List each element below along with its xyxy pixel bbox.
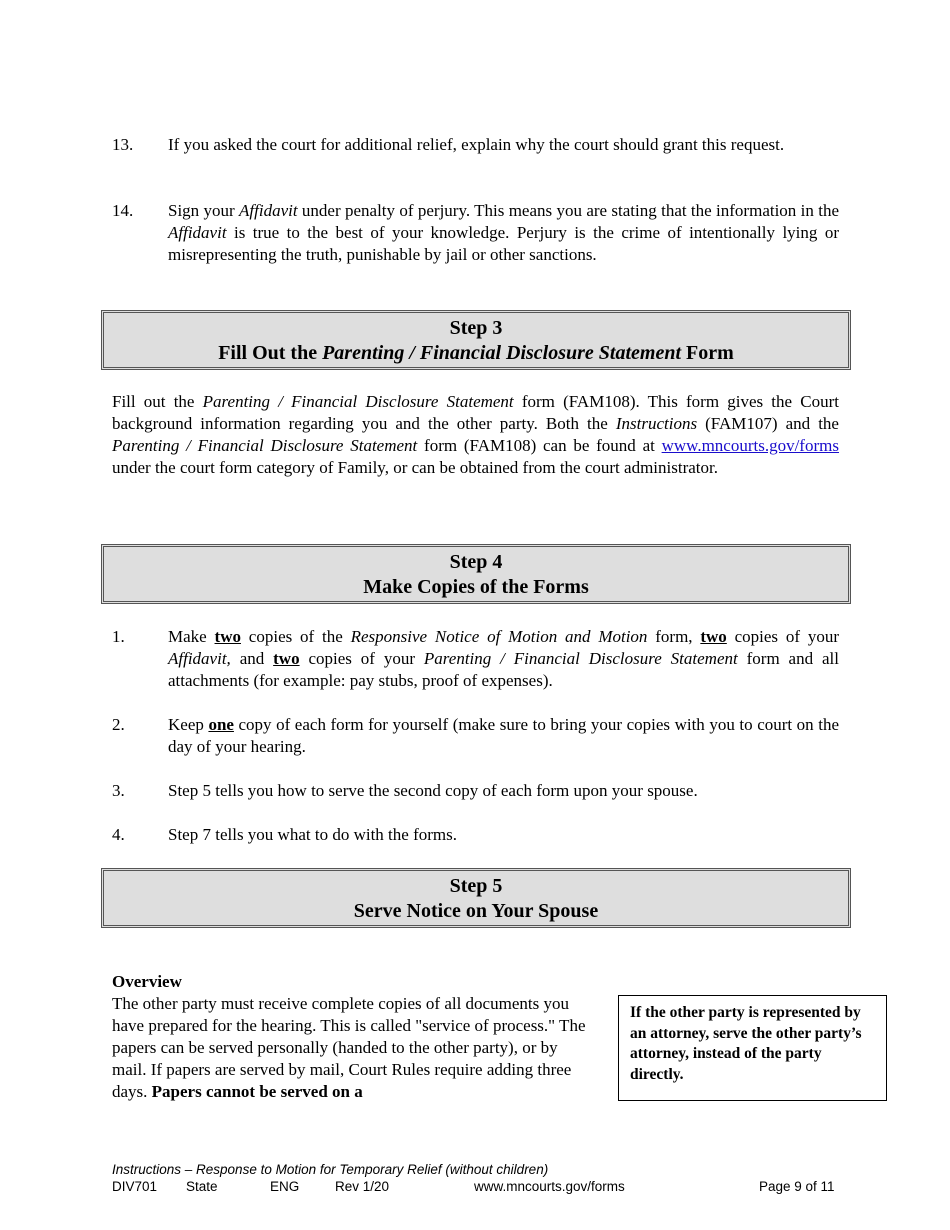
step-5-title: Serve Notice on Your Spouse (353, 900, 599, 922)
item-text: Make two copies of the Responsive Notice of Motion and Motion form, two copies of your Affidavit, and two copies of your Parenting / Financial Disclosure Statement form and all attachments (for example: pay stubs, proof of expenses). (168, 627, 839, 690)
forms-link[interactable]: www.mncourts.gov/forms (661, 436, 839, 455)
step-4-header (101, 544, 851, 604)
list-item-2 (112, 714, 839, 758)
item-text: Step 5 tells you how to serve the second copy of each form upon your spouse. (168, 781, 698, 800)
step-4-title: Make Copies of the Forms (363, 576, 589, 598)
list-item-14 (112, 200, 839, 266)
item-text: Step 7 tells you what to do with the forms. (168, 825, 457, 844)
form-state: State (186, 1179, 218, 1194)
step-3-paragraph: Fill out the Parenting / Financial Disclosure Statement form (FAM108). This form gives the Court background information regarding you and the other party. Both the Instructions (FAM107) and the Parenting / Financial Disclosure Statement form (FAM108) can be found at www.mncourts.gov/forms under the court form category of Family, or can be obtained from the court administrator. (112, 392, 839, 477)
step-3-number: Step 3 (449, 317, 503, 339)
step-5-header (101, 868, 851, 928)
list-item-1 (112, 626, 839, 692)
footer-url: www.mncourts.gov/forms (474, 1179, 625, 1194)
item-number: 4. (112, 825, 125, 844)
list-item-4 (112, 824, 839, 846)
item-number: 1. (112, 627, 125, 646)
item-number: 3. (112, 781, 125, 800)
item-number: 2. (112, 715, 125, 734)
item-text: Sign your Affidavit under penalty of perjury. This means you are stating that the information in the Affidavit is true to the best of your knowledge. Perjury is the crime of intentionally lying or misrepresenting the truth, punishable by jail or other sanctions. (168, 201, 839, 264)
step-3-header (101, 310, 851, 370)
overview-section (112, 971, 592, 1103)
page-footer (112, 1161, 839, 1195)
overview-text: The other party must receive complete copies of all documents you have prepared for the hearing. This is called "service of process." The papers can be served personally (handed to the other party), or by mail. If papers are served by mail, Court Rules require adding three days. Papers cannot be served on a (112, 994, 586, 1101)
page-number: Page 9 of 11 (759, 1179, 835, 1194)
item-text: If you asked the court for additional relief, explain why the court should grant this request. (168, 135, 785, 154)
item-text: Keep one copy of each form for yourself (make sure to bring your copies with you to court on the day of your hearing. (168, 715, 840, 756)
list-item-13 (112, 134, 839, 156)
step-3-title: Fill Out the Parenting / Financial Disclosure Statement Form (218, 342, 734, 364)
footer-row (112, 1178, 839, 1195)
overview-heading: Overview (112, 972, 182, 991)
step-5-number: Step 5 (449, 875, 503, 897)
step-4-number: Step 4 (449, 551, 503, 573)
list-item-3 (112, 780, 839, 802)
form-code: DIV701 (112, 1179, 158, 1194)
footer-title: Instructions – Response to Motion for Temporary Relief (without children) (112, 1162, 549, 1177)
form-revision: Rev 1/20 (335, 1179, 390, 1194)
attorney-callout: If the other party is represented by an attorney, serve the other party’s attorney, instead of the party directly. (618, 995, 887, 1101)
form-language: ENG (270, 1179, 300, 1194)
item-number: 13. (112, 135, 134, 154)
item-number: 14. (112, 201, 134, 220)
